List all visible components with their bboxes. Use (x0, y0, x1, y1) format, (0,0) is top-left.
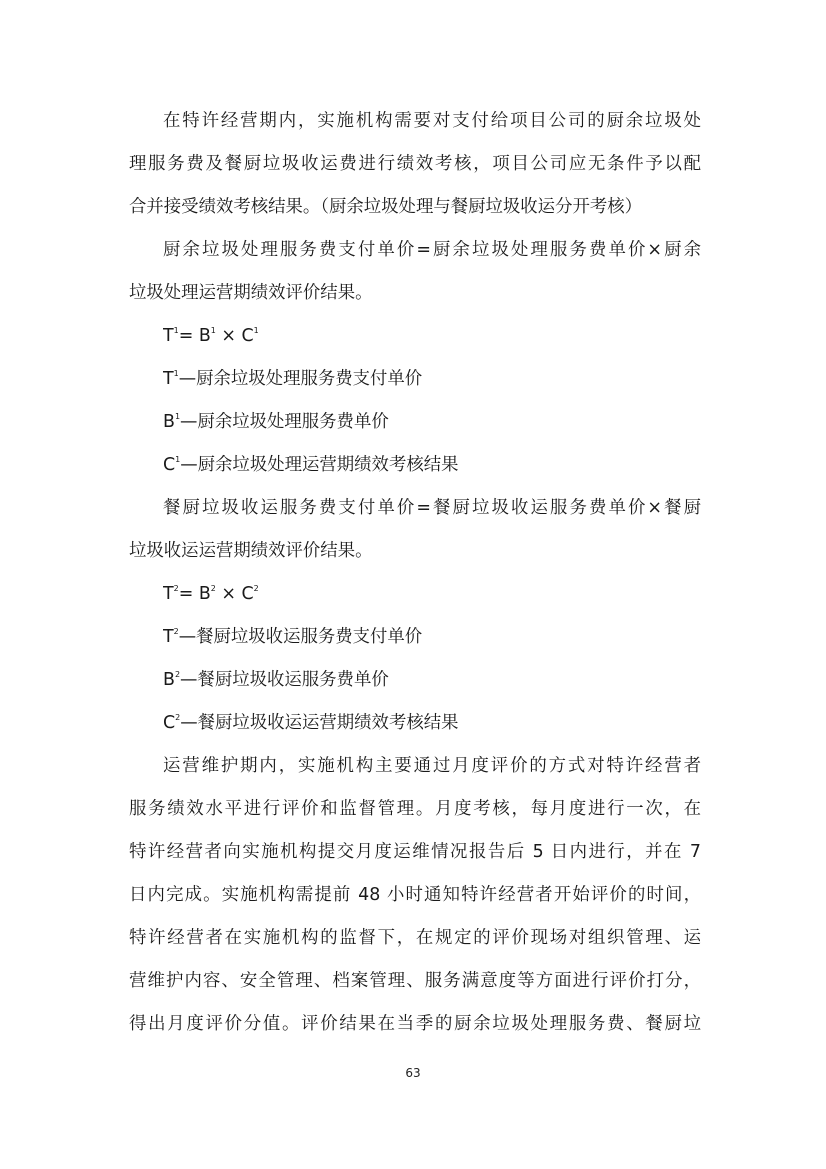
page-number: 63 (405, 1066, 421, 1080)
formula-symbol: T (163, 584, 174, 604)
definition-text: —餐厨垃圾收运服务费单价 (180, 670, 389, 690)
formula-line (163, 583, 701, 605)
definition-text: —厨余垃圾处理服务费单价 (180, 412, 389, 432)
formula-superscript: 2 (253, 584, 259, 593)
definition-line (163, 411, 701, 433)
formula-superscript: 2 (210, 584, 216, 593)
definition-text: —餐厨垃圾收运运营期绩效考核结果 (180, 713, 459, 733)
definition-text: —厨余垃圾处理运营期绩效考核结果 (180, 455, 459, 475)
definition-superscript: 2 (174, 670, 181, 679)
formula-times: × (215, 326, 242, 346)
paragraph-line: 服务绩效水平进行评价和监督管理。月度考核，每月度进行一次，在 (129, 799, 701, 819)
definition-text: —厨余垃圾处理服务费支付单价 (178, 369, 423, 389)
definition-symbol: T (163, 369, 174, 389)
definition-superscript: 2 (175, 713, 181, 722)
definition-line (163, 626, 701, 648)
formula-superscript: 1 (210, 326, 216, 335)
paragraph-line: 理服务费及餐厨垃圾收运费进行绩效考核，项目公司应无条件予以配 (129, 154, 701, 174)
definition-superscript: 1 (175, 455, 181, 464)
formula-symbol: C (241, 326, 254, 346)
formula-symbol: B (198, 584, 211, 604)
definition-line (163, 368, 701, 390)
formula-times: × (215, 584, 242, 604)
definition-symbol: C (163, 713, 176, 733)
paragraph-line: 营维护内容、安全管理、档案管理、服务满意度等方面进行评价打分， (129, 971, 701, 991)
paragraph-line: 运营维护期内，实施机构主要通过月度评价的方式对特许经营者 (163, 756, 701, 776)
paragraph-line: 餐厨垃圾收运服务费支付单价=餐厨垃圾收运服务费单价×餐厨 (163, 498, 701, 518)
formula-equals: = (178, 584, 199, 604)
definition-superscript: 1 (173, 369, 179, 378)
definition-symbol: B (163, 412, 175, 432)
formula-symbol: T (163, 326, 174, 346)
definition-symbol: B (163, 670, 175, 690)
formula-superscript: 1 (253, 326, 259, 335)
definition-line (163, 669, 701, 691)
paragraph-line: 日内完成。实施机构需提前 48 小时通知特许经营者开始评价的时间， (129, 885, 701, 905)
paragraph-line: 垃圾收运运营期绩效评价结果。 (129, 541, 373, 561)
formula-equals: = (178, 326, 199, 346)
paragraph-line: 特许经营者向实施机构提交月度运维情况报告后 5 日内进行，并在 7 (129, 842, 701, 862)
definition-superscript: 2 (173, 627, 179, 636)
definition-text: —餐厨垃圾收运服务费支付单价 (178, 627, 423, 647)
paragraph-line: 在特许经营期内，实施机构需要对支付给项目公司的厨余垃圾处 (163, 111, 701, 131)
formula-line (163, 325, 701, 347)
paragraph-line: 厨余垃圾处理服务费支付单价=厨余垃圾处理服务费单价×厨余 (163, 240, 701, 260)
definition-symbol: C (163, 455, 176, 475)
paragraph-line: 得出月度评价分值。评价结果在当季的厨余垃圾处理服务费、餐厨垃 (129, 1014, 701, 1034)
definition-line (163, 454, 701, 476)
definition-superscript: 1 (174, 412, 181, 421)
formula-superscript: 1 (173, 326, 179, 335)
paragraph-line: 合并接受绩效考核结果。（厨余垃圾处理与餐厨垃圾收运分开考核） (129, 197, 643, 217)
definition-line (163, 712, 701, 734)
formula-symbol: B (198, 326, 211, 346)
paragraph-line: 特许经营者在实施机构的监督下，在规定的评价现场对组织管理、运 (129, 928, 701, 948)
formula-superscript: 2 (173, 584, 179, 593)
definition-symbol: T (163, 627, 174, 647)
formula-symbol: C (241, 584, 254, 604)
paragraph-line: 垃圾处理运营期绩效评价结果。 (129, 283, 373, 303)
